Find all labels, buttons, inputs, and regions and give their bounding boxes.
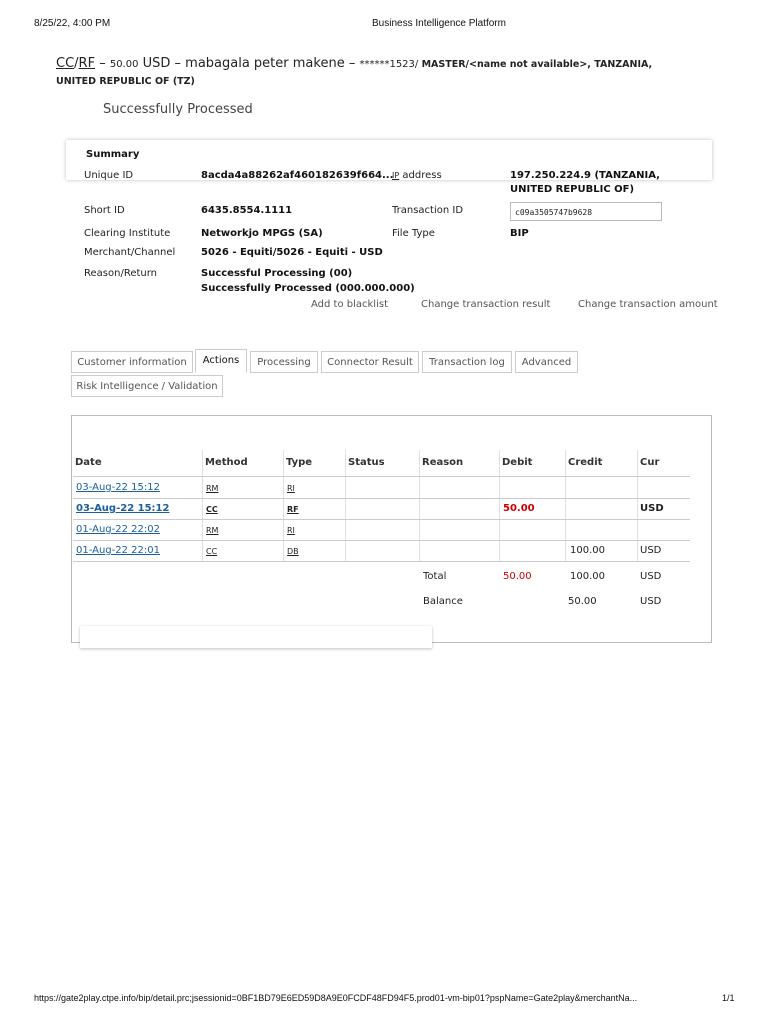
- total-credit: 100.00: [570, 571, 605, 582]
- transaction-title: [56, 53, 736, 76]
- total-currency: USD: [640, 571, 662, 582]
- row-divider: [73, 498, 690, 499]
- row-method[interactable]: CC: [206, 505, 218, 514]
- row-divider: [73, 519, 690, 520]
- title-country: UNITED REPUBLIC OF (TZ): [56, 76, 195, 87]
- tab-actions[interactable]: Actions: [195, 349, 247, 373]
- col-header-debit: Debit: [502, 457, 533, 468]
- row-date-link-current[interactable]: 03-Aug-22 15:12: [76, 503, 170, 514]
- title-amount: 50.00: [109, 59, 139, 70]
- row-date-link[interactable]: 01-Aug-22 22:01: [76, 545, 160, 556]
- row-divider: [73, 476, 690, 477]
- empty-action-bar: [80, 626, 432, 648]
- tab-connector-result[interactable]: Connector Result: [321, 351, 419, 373]
- col-header-reason: Reason: [422, 457, 464, 468]
- col-separator: [565, 450, 566, 562]
- reason-return-value-2: Successfully Processed (000.000.000): [201, 283, 415, 294]
- ip-address-label: [392, 170, 442, 181]
- print-page-number: 1/1: [722, 993, 735, 1003]
- row-type[interactable]: RI: [287, 484, 295, 493]
- merchant-channel-label: Merchant/Channel: [84, 247, 176, 258]
- balance-currency: USD: [640, 596, 662, 607]
- file-type-label: File Type: [392, 228, 435, 239]
- transaction-id-field[interactable]: c09a3505747b9628: [510, 202, 662, 221]
- col-separator: [345, 450, 346, 562]
- title-method-link[interactable]: CC: [56, 56, 75, 71]
- tab-transaction-log[interactable]: Transaction log: [422, 351, 512, 373]
- row-divider: [73, 561, 690, 562]
- row-currency: USD: [640, 503, 664, 514]
- row-debit: 50.00: [503, 503, 535, 514]
- col-separator: [499, 450, 500, 562]
- ip-abbr: IP: [392, 171, 400, 180]
- col-header-cur: Cur: [640, 457, 660, 468]
- row-method[interactable]: RM: [206, 484, 219, 493]
- title-card-info: MASTER/<name not available>, TANZANIA,: [418, 59, 653, 70]
- col-header-type: Type: [286, 457, 313, 468]
- unique-id-label: Unique ID: [84, 170, 134, 181]
- row-type[interactable]: DB: [287, 547, 299, 556]
- col-header-credit: Credit: [568, 457, 603, 468]
- ip-label-text: address: [399, 170, 442, 181]
- row-date-link[interactable]: 01-Aug-22 22:02: [76, 524, 160, 535]
- short-id-label: Short ID: [84, 205, 125, 216]
- print-footer-url: https://gate2play.ctpe.info/bip/detail.prc;jsessionid=0BF1BD79E6ED59D8A9E0FCDF48FD94F5.prod01-vm-bip01?pspName=Gate2play&merchantNa...: [34, 993, 638, 1003]
- balance-label: Balance: [423, 596, 463, 607]
- short-id-value: 6435.8554.1111: [201, 205, 293, 216]
- col-header-status: Status: [348, 457, 385, 468]
- balance-credit: 50.00: [568, 596, 597, 607]
- actions-panel: [71, 415, 712, 643]
- unique-id-value: 8acda4a88262af460182639f664...: [201, 170, 394, 181]
- change-transaction-result-link[interactable]: Change transaction result: [421, 299, 551, 310]
- title-sep: /: [74, 56, 79, 71]
- col-separator: [283, 450, 284, 562]
- reason-return-value-1: Successful Processing (00): [201, 268, 353, 279]
- col-header-date: Date: [75, 457, 102, 468]
- title-customer-name: mabagala peter makene –: [185, 56, 360, 71]
- row-credit: 100.00: [570, 545, 605, 556]
- clearing-institute-label: Clearing Institute: [84, 228, 171, 239]
- title-currency: USD –: [138, 56, 186, 71]
- row-type[interactable]: RF: [287, 505, 299, 514]
- add-to-blacklist-link[interactable]: Add to blacklist: [311, 299, 388, 310]
- title-type-link[interactable]: RF: [78, 56, 96, 71]
- print-page-title: Business Intelligence Platform: [372, 18, 506, 29]
- title-card-mask: ******1523/: [359, 59, 419, 70]
- title-dash: –: [95, 56, 110, 71]
- col-separator: [419, 450, 420, 562]
- change-transaction-amount-link[interactable]: Change transaction amount: [578, 299, 718, 310]
- ip-address-value-1: 197.250.224.9 (TANZANIA,: [510, 170, 660, 181]
- print-datetime: 8/25/22, 4:00 PM: [34, 18, 111, 29]
- ip-address-value-2: UNITED REPUBLIC OF): [510, 184, 635, 195]
- total-label: Total: [423, 571, 447, 582]
- row-currency: USD: [640, 545, 662, 556]
- row-method[interactable]: RM: [206, 526, 219, 535]
- col-separator: [202, 450, 203, 562]
- summary-heading: Summary: [86, 149, 140, 160]
- transaction-id-label: Transaction ID: [392, 205, 464, 216]
- reason-return-label: Reason/Return: [84, 268, 157, 279]
- tab-advanced[interactable]: Advanced: [515, 351, 578, 373]
- col-separator: [637, 450, 638, 562]
- row-method[interactable]: CC: [206, 547, 218, 556]
- tab-customer-information[interactable]: Customer information: [71, 351, 193, 373]
- total-debit: 50.00: [503, 571, 532, 582]
- tab-risk-intelligence[interactable]: Risk Intelligence / Validation: [71, 375, 223, 397]
- clearing-institute-value: Networkjo MPGS (SA): [201, 228, 323, 239]
- col-header-method: Method: [205, 457, 248, 468]
- row-type[interactable]: RI: [287, 526, 295, 535]
- tab-processing[interactable]: Processing: [250, 351, 318, 373]
- file-type-value: BIP: [510, 228, 529, 239]
- status-message: Successfully Processed: [103, 102, 253, 117]
- merchant-channel-value: 5026 - Equiti/5026 - Equiti - USD: [201, 247, 383, 258]
- row-divider: [73, 540, 690, 541]
- row-date-link[interactable]: 03-Aug-22 15:12: [76, 482, 160, 493]
